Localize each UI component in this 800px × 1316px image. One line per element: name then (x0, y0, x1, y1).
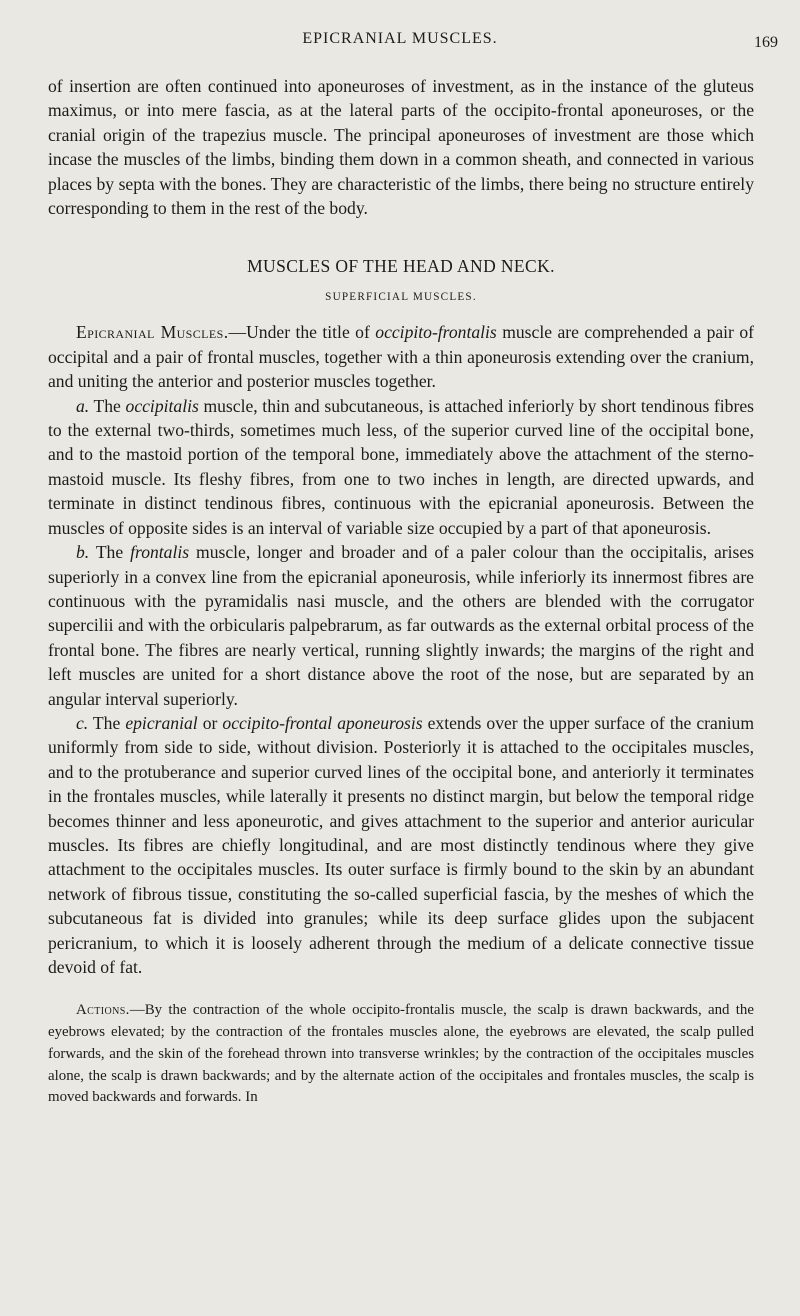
opening-paragraph: of insertion are often continued into aponeuroses of investment, as in the instance of the gluteus maximus, or into mere fascia, as at the lateral parts of the occipito-frontal aponeuroses, or the cranial origin of the trapezius muscle. The principal aponeuroses of investment are those which incase the muscles of the limbs, binding them down in a common sheath, and connected in various places by septa with the bones. They are characteristic of the limbs, there being no structure entirely corresponding to them in the rest of the body. (48, 76, 754, 219)
section-title: MUSCLES OF THE HEAD AND NECK. (247, 256, 555, 277)
frontalis-text-after: muscle, longer and broader and of a paler colour than the occipitalis, arises superiorly in a convex line from the epicranial aponeurosis, while inferiorly its innermost fibres are continuous with the pyramidalis nasi muscle, and the others are blended with the corrugator supercilii and with the orbicularis palpebrarum, as far outwards as the external orbital process of the frontal bone. The fibres are nearly vertical, running slightly inwards; the margins of the right and left muscles are united for a short distance above the root of the nose, but are separated by an angular interval superiorly. (48, 542, 754, 709)
occipitalis-text-after: muscle, thin and subcutaneous, is attached inferiorly by short tendinous fibres to the external two-thirds, sometimes much less, of the superior curved line of the occipital bone, and to the mastoid portion of the temporal bone, immediately above the attachment of the sterno-mastoid muscle. Its fleshy fibres, from one to two inches in length, are directed upwards, and terminate in distinct tendinous fibres, continuous with the epicranial aponeurosis. Between the muscles of opposite sides is an interval of variable size occupied by a part of that aponeurosis. (48, 395, 754, 538)
paragraph-label-c: c. (76, 712, 89, 733)
actions-section (48, 1000, 754, 1109)
occipitalis-paragraph (48, 394, 754, 540)
epicranial-muscles-paragraph (48, 320, 754, 393)
running-title: EPICRANIAL MUSCLES. (302, 30, 498, 47)
aponeurosis-paragraph (48, 711, 754, 979)
aponeurosis-text-1: The (88, 712, 126, 733)
page-number: 169 (754, 34, 778, 51)
subsection-title: SUPERFICIAL MUSCLES. (325, 291, 477, 304)
epicranial-lead-text-2: muscle are comprehended a pair of occipital and a pair of frontal muscles, together with a thin aponeurosis extending over the cranium, and uniting the anterior and posterior muscles together. (48, 322, 754, 392)
aponeurosis-text-3: extends over the upper surface of the cranium uniformly from side to side, without division. Posteriorly it is attached to the occipitales muscles, and to the protuberance and superior curved lines of the occipital bone, and anteriorly it terminates in the frontales muscles, while laterally it presents no distinct margin, but below the temporal ridge becomes thinner and less aponeurotic, and gives attachment to the superior and anterior auricular muscles. Its fibres are chiefly longitudinal, and are most distinctly tendinous where they give attachment to the occipitales muscles. Its outer surface is firmly bound to the skin by an abundant network of fibrous tissue, constituting the so-called superficial fascia, by the meshes of which the subcutaneous fat is divided into granules; while its deep surface glides upon the subjacent pericranium, to which it is loosely adherent through the medium of a delicate connective tissue devoid of fat. (48, 712, 755, 977)
occipitalis-text-before: The (89, 395, 126, 416)
page-content (48, 74, 754, 1109)
epicranial-lead-text-1: —Under the title of (228, 322, 376, 343)
aponeurosis-text-2: or (197, 712, 223, 733)
running-header (0, 30, 800, 58)
occipito-frontal-aponeurosis-term: occipito-frontal aponeurosis (222, 712, 423, 733)
paragraph-label-b: b. (76, 542, 90, 563)
frontalis-text-before: The (89, 542, 131, 563)
epicranial-heading: Epicranial Muscles. (76, 322, 229, 343)
occipitalis-term: occipitalis (125, 395, 199, 416)
frontalis-paragraph (48, 540, 754, 711)
epicranial-term: epicranial (125, 712, 198, 733)
paragraph-label-a: a. (76, 395, 90, 416)
actions-text: —By the contraction of the whole occipito-frontalis muscle, the scalp is drawn backwards, and the eyebrows elevated; by the contraction of the frontales muscles alone, the eyebrows are elevated, the scalp pulled forwards, and the skin of the forehead thrown into transverse wrinkles; by the contraction of the occipitales muscles alone, the scalp is drawn backwards; and by the alternate action of the occipitales and frontales muscles, the scalp is moved backwards and forwards. In (48, 1002, 754, 1106)
actions-paragraph (48, 1000, 754, 1109)
actions-heading: Actions. (76, 1002, 130, 1019)
occipito-frontalis-term: occipito-frontalis (375, 322, 497, 343)
frontalis-term: frontalis (130, 542, 190, 563)
